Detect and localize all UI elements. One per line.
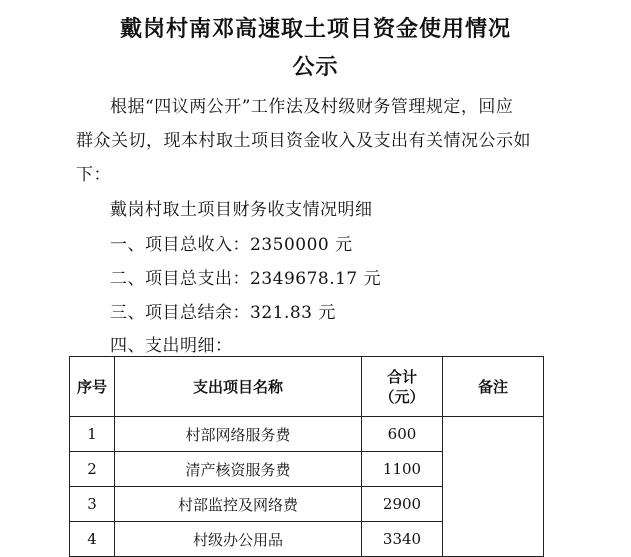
remark-cell: [443, 417, 544, 557]
summary-heading: 戴岗村取土项目财务收支情况明细: [110, 200, 373, 220]
table-row: [70, 417, 544, 452]
total-income: 一、项目总收入：2350000 元: [110, 235, 353, 255]
document-title: 戴岗村南邓高速取土项目资金使用情况: [119, 16, 511, 42]
row-amount: 1100: [362, 452, 443, 487]
header-seq: 序号: [70, 357, 115, 417]
header-total-unit: （元）: [379, 387, 425, 406]
header-remark: 备注: [443, 357, 544, 417]
header-total: [362, 357, 443, 417]
row-seq: 4: [70, 522, 115, 557]
row-item-name: 村级办公用品: [115, 522, 362, 557]
row-seq: 2: [70, 452, 115, 487]
row-seq: 3: [70, 487, 115, 522]
total-balance: 三、项目总结余：321.83 元: [110, 303, 336, 323]
header-total-label: 合计: [386, 367, 417, 386]
row-amount: 2900: [362, 487, 443, 522]
row-item-name: 村部监控及网络费: [115, 487, 362, 522]
row-amount: 3340: [362, 522, 443, 557]
document-title-line2: 公示: [292, 54, 339, 80]
intro-line-3: 下：: [76, 165, 111, 185]
total-expense: 二、项目总支出：2349678.17 元: [110, 269, 382, 289]
expense-detail-heading: 四、支出明细：: [110, 336, 233, 356]
row-seq: 1: [70, 417, 115, 452]
intro-line-2: 群众关切，现本村取土项目资金收入及支出有关情况公示如: [76, 131, 531, 151]
row-item-name: 清产核资服务费: [115, 452, 362, 487]
expense-table: [69, 356, 544, 557]
row-amount: 600: [362, 417, 443, 452]
row-item-name: 村部网络服务费: [115, 417, 362, 452]
intro-line-1: 根据“四议两公开”工作法及村级财务管理规定，回应: [110, 97, 514, 117]
table-header-row: [70, 357, 544, 417]
header-item-name: 支出项目名称: [115, 357, 362, 417]
